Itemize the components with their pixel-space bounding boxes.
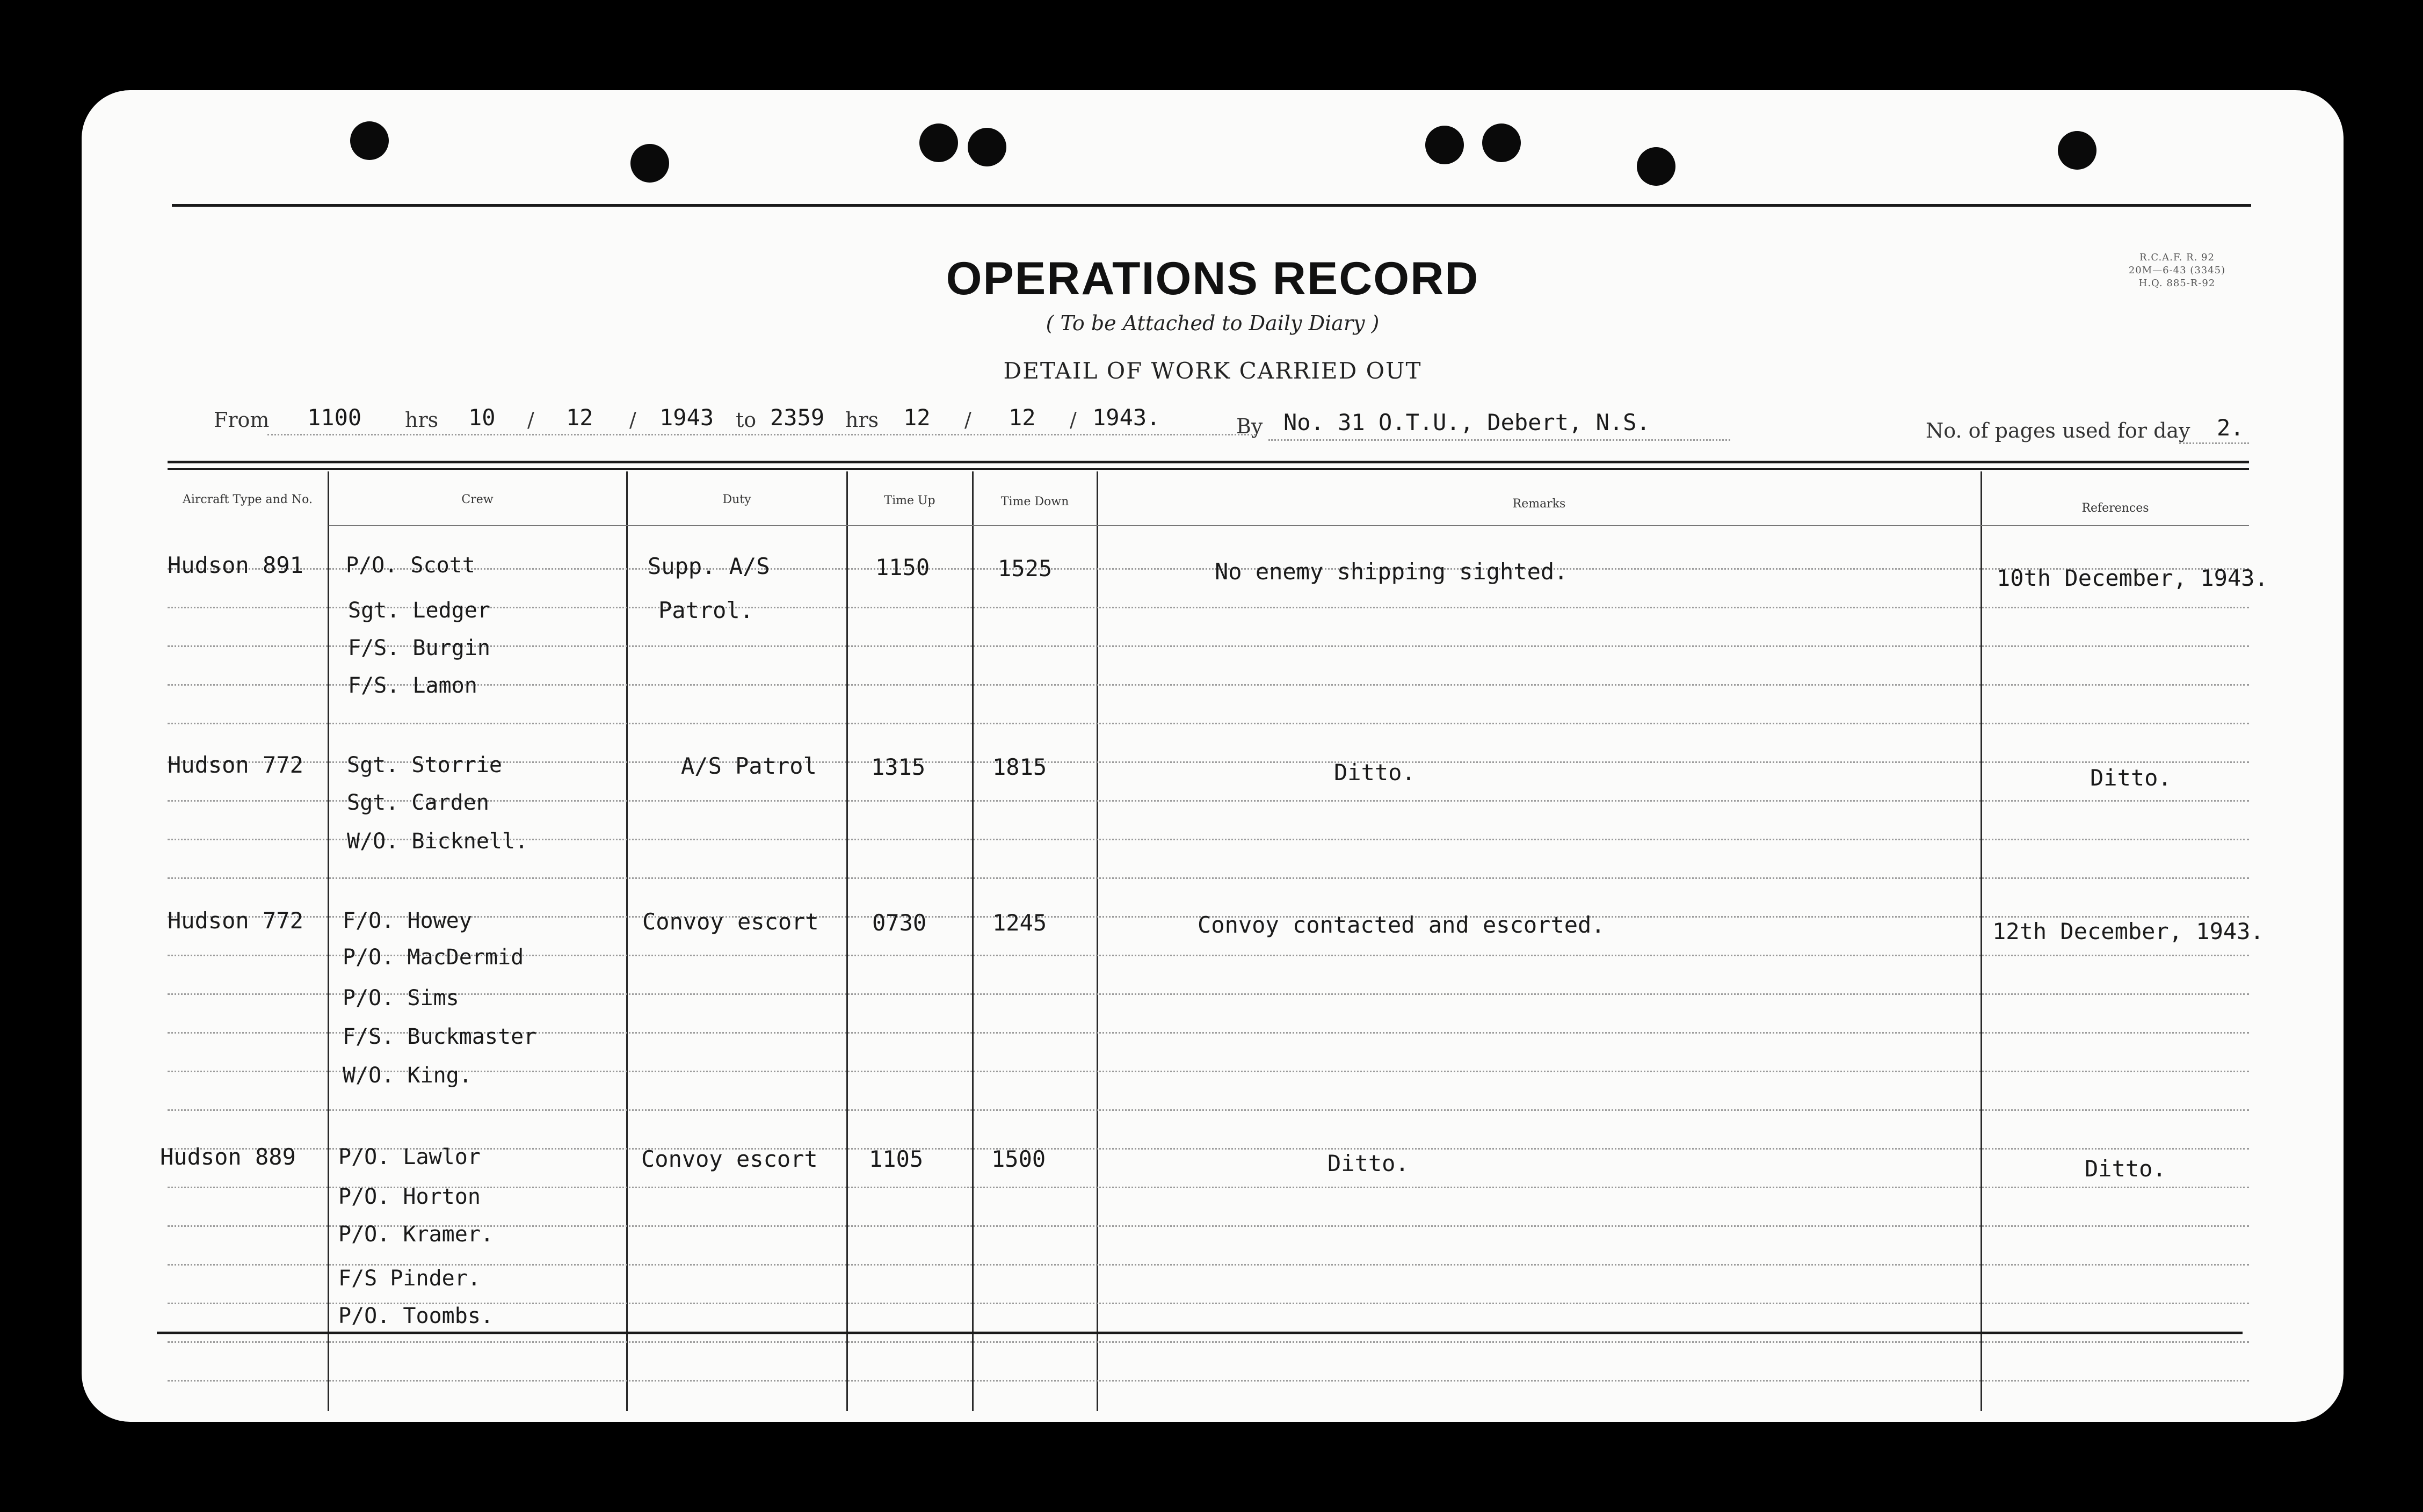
from-day: 10 bbox=[468, 404, 496, 431]
references-cell: 12th December, 1943. bbox=[1992, 918, 2264, 944]
column-header-references: References bbox=[2081, 501, 2149, 515]
crew-member: Sgt. Carden bbox=[347, 790, 489, 815]
crew-member: P/O. Horton bbox=[338, 1184, 481, 1209]
crew-member: Sgt. Storrie bbox=[347, 753, 502, 777]
time-down-cell: 1815 bbox=[992, 754, 1047, 780]
to-month: 12 bbox=[1009, 404, 1036, 431]
punch-hole bbox=[919, 123, 958, 162]
references-cell: 10th December, 1943. bbox=[1997, 565, 2268, 591]
ruled-line bbox=[168, 1071, 2249, 1072]
punch-hole bbox=[350, 121, 389, 160]
date-slash: / bbox=[629, 408, 636, 432]
duty-cell: A/S Patrol bbox=[681, 753, 817, 779]
from-time: 1100 bbox=[307, 404, 362, 431]
crew-member: W/O. Bicknell. bbox=[347, 829, 528, 854]
header-underline bbox=[329, 525, 2249, 526]
table-top-rule bbox=[168, 461, 2249, 463]
form-number-line: 20M—6-43 (3345) bbox=[2128, 265, 2226, 276]
ruled-line bbox=[168, 1264, 2249, 1266]
column-header-remarks: Remarks bbox=[1512, 497, 1566, 511]
date-slash: / bbox=[964, 408, 971, 432]
aircraft-cell: Hudson 772 bbox=[168, 907, 303, 934]
form-number-line: H.Q. 885-R-92 bbox=[2138, 278, 2216, 289]
form-title: OPERATIONS RECORD bbox=[946, 253, 1479, 304]
column-divider bbox=[328, 471, 329, 1411]
crew-member: F/S Pinder. bbox=[338, 1266, 481, 1291]
column-divider bbox=[846, 471, 848, 1411]
table-top-rule bbox=[168, 468, 2249, 470]
crew-member: P/O. Toombs. bbox=[338, 1304, 494, 1328]
date-slash: / bbox=[1070, 408, 1077, 432]
crew-member: P/O. Lawlor bbox=[338, 1145, 481, 1169]
references-cell: Ditto. bbox=[2085, 1155, 2166, 1182]
top-rule bbox=[172, 204, 2251, 207]
ruled-line bbox=[168, 1109, 2249, 1111]
column-divider bbox=[626, 471, 628, 1411]
crew-member: F/O. Howey bbox=[343, 908, 472, 933]
ruled-line bbox=[168, 877, 2249, 879]
to-year: 1943. bbox=[1092, 404, 1160, 431]
table-bottom-rule bbox=[157, 1332, 2243, 1334]
time-up-cell: 1105 bbox=[869, 1146, 924, 1172]
column-header-time-up: Time Up bbox=[884, 494, 935, 507]
crew-member: F/S. Lamon bbox=[348, 673, 477, 698]
duty-cell: Patrol. bbox=[658, 597, 754, 623]
form-subtitle: ( To be Attached to Daily Diary ) bbox=[1046, 311, 1380, 335]
pages-fill-dots bbox=[2179, 442, 2249, 444]
column-header-time-down: Time Down bbox=[1000, 495, 1069, 508]
punch-hole bbox=[968, 128, 1006, 166]
crew-member: P/O. Kramer. bbox=[338, 1222, 494, 1247]
crew-member: F/S. Burgin bbox=[348, 636, 490, 660]
pages-label: No. of pages used for day bbox=[1926, 419, 2190, 442]
column-divider bbox=[972, 471, 974, 1411]
operations-record-card bbox=[82, 90, 2344, 1422]
remarks-cell: Ditto. bbox=[1334, 759, 1416, 786]
column-header-crew: Crew bbox=[461, 493, 494, 506]
from-label: From bbox=[214, 408, 270, 432]
column-header-aircraft: Aircraft Type and No. bbox=[182, 493, 313, 506]
references-cell: Ditto. bbox=[2090, 765, 2172, 791]
remarks-cell: Ditto. bbox=[1327, 1150, 1409, 1176]
form-number-line: R.C.A.F. R. 92 bbox=[2139, 252, 2215, 263]
punch-hole bbox=[1482, 123, 1521, 162]
remarks-cell: Convoy contacted and escorted. bbox=[1198, 912, 1605, 938]
aircraft-cell: Hudson 891 bbox=[168, 552, 303, 578]
to-time: 2359 bbox=[770, 404, 825, 431]
crew-member: P/O. Scott bbox=[346, 553, 475, 578]
crew-member: W/O. King. bbox=[343, 1063, 472, 1088]
unit-fill-dots bbox=[1268, 439, 1730, 441]
crew-member: F/S. Buckmaster bbox=[343, 1024, 537, 1049]
time-down-cell: 1500 bbox=[991, 1146, 1046, 1172]
duty-cell: Convoy escort bbox=[642, 908, 819, 935]
from-month: 12 bbox=[566, 404, 593, 431]
remarks-cell: No enemy shipping sighted. bbox=[1215, 558, 1568, 585]
ruled-line bbox=[168, 684, 2249, 686]
punch-hole bbox=[1637, 147, 1675, 186]
ruled-line bbox=[168, 568, 2249, 570]
duty-cell: Supp. A/S bbox=[648, 553, 770, 579]
column-divider bbox=[1981, 471, 1982, 1411]
to-label: to bbox=[736, 408, 757, 432]
ruled-line bbox=[168, 1341, 2249, 1343]
period-fill-dots bbox=[267, 434, 1256, 435]
crew-member: P/O. Sims bbox=[343, 986, 459, 1011]
column-divider bbox=[1097, 471, 1098, 1411]
ruled-line bbox=[168, 993, 2249, 995]
punch-hole bbox=[630, 144, 669, 183]
crew-member: Sgt. Ledger bbox=[348, 598, 490, 623]
punch-hole bbox=[2058, 131, 2096, 170]
time-up-cell: 1150 bbox=[875, 554, 930, 580]
pages-value: 2. bbox=[2217, 415, 2244, 441]
crew-member: P/O. MacDermid bbox=[343, 945, 524, 970]
time-up-cell: 0730 bbox=[872, 910, 927, 936]
date-slash: / bbox=[527, 408, 534, 432]
column-header-duty: Duty bbox=[722, 493, 751, 506]
form-detail-heading: DETAIL OF WORK CARRIED OUT bbox=[1003, 358, 1422, 384]
ruled-line bbox=[168, 723, 2249, 724]
aircraft-cell: Hudson 889 bbox=[160, 1144, 296, 1170]
time-down-cell: 1525 bbox=[998, 555, 1053, 581]
time-up-cell: 1315 bbox=[871, 754, 926, 780]
to-day: 12 bbox=[903, 404, 931, 431]
form-number bbox=[2107, 251, 2247, 290]
ruled-line bbox=[168, 1380, 2249, 1382]
by-label: By bbox=[1236, 415, 1263, 438]
hrs-label: hrs bbox=[845, 408, 879, 432]
aircraft-cell: Hudson 772 bbox=[168, 752, 303, 778]
duty-cell: Convoy escort bbox=[641, 1146, 818, 1172]
hrs-label: hrs bbox=[405, 408, 439, 432]
from-year: 1943 bbox=[659, 404, 714, 431]
time-down-cell: 1245 bbox=[992, 910, 1047, 936]
punch-hole bbox=[1425, 126, 1464, 164]
unit-name: No. 31 O.T.U., Debert, N.S. bbox=[1283, 409, 1650, 435]
